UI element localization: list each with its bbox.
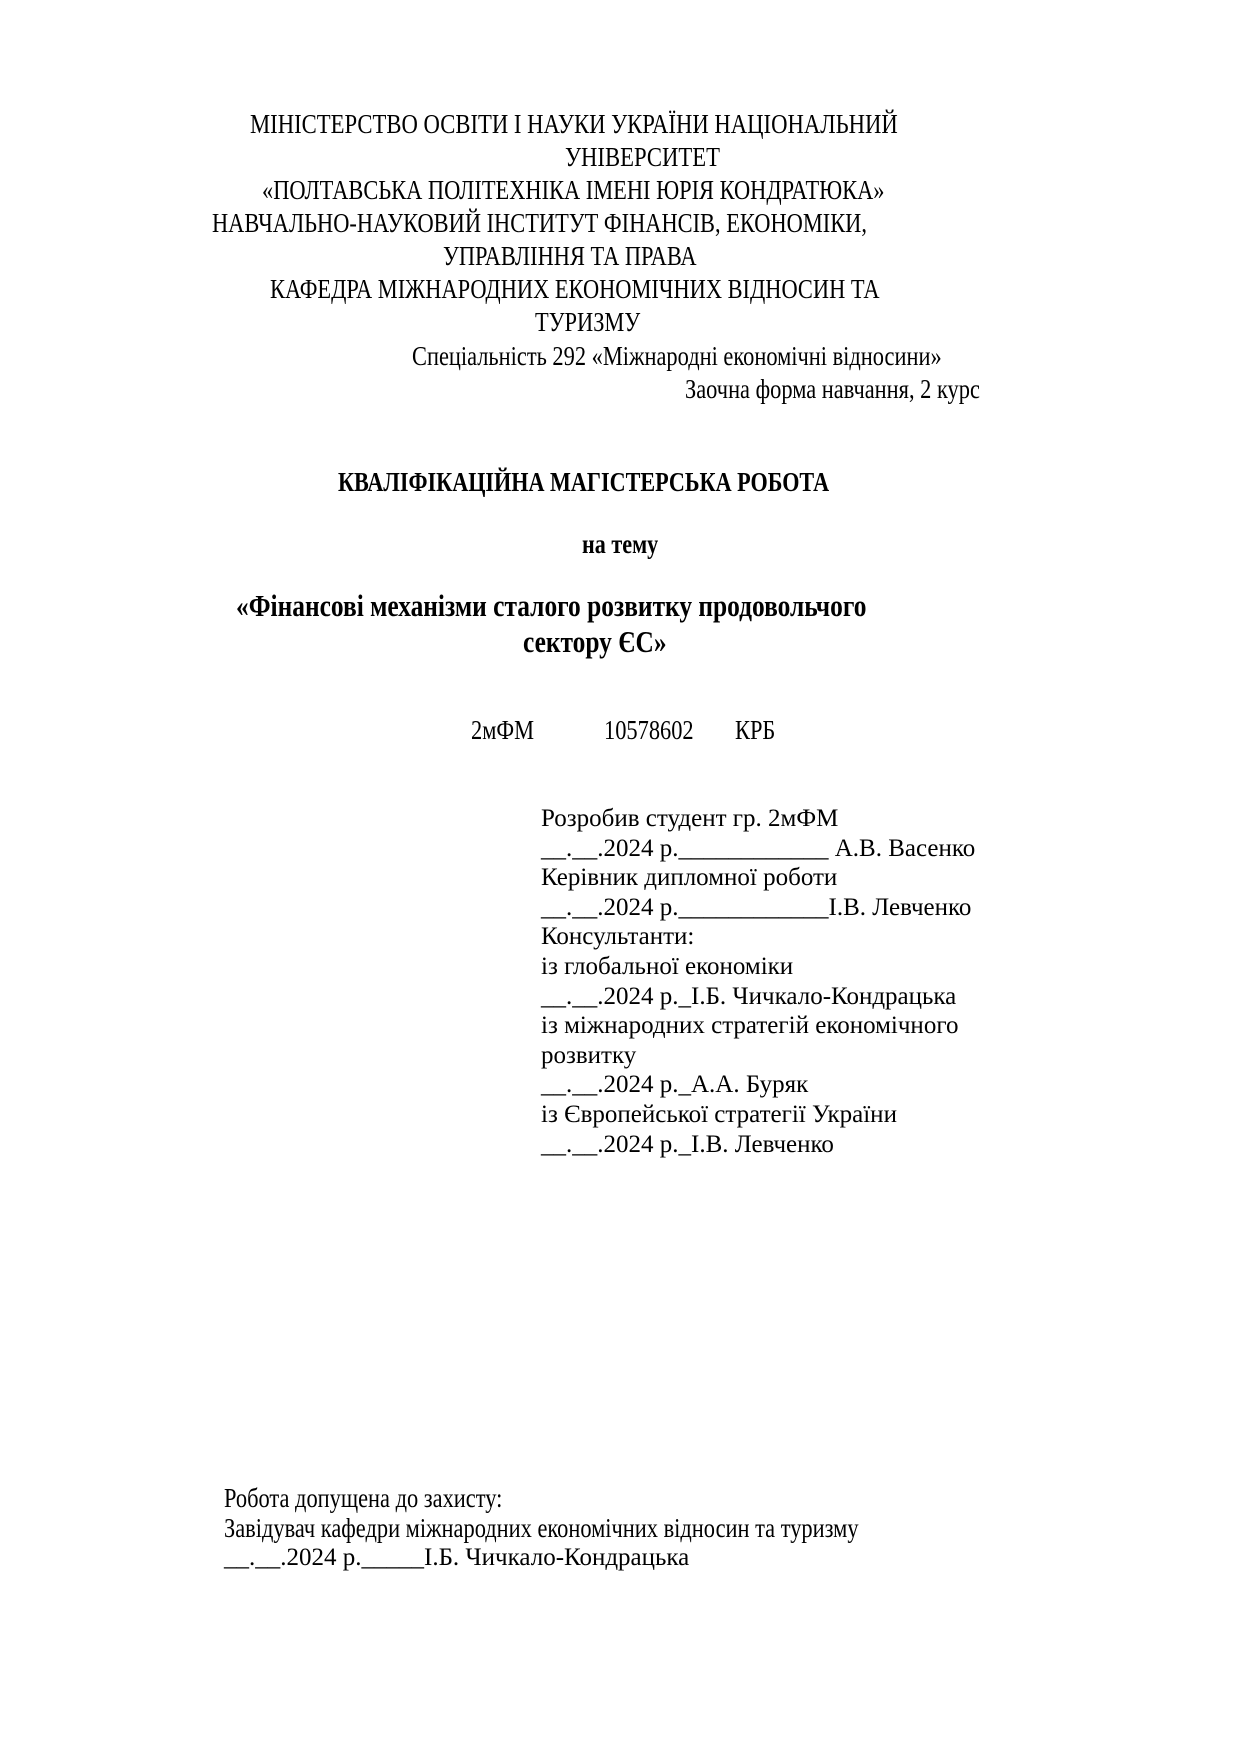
signature-line: __.__.2024 р.____________ А.В. Васенко — [541, 834, 976, 862]
signature-line: __.__.2024 р._І.В. Левченко — [541, 1130, 834, 1158]
signature-line: Консультанти: — [541, 923, 695, 951]
signature-line: із глобальної економіки — [541, 952, 794, 980]
signatures-block — [541, 804, 975, 1159]
university-name-line: «ПОЛТАВСЬКА ПОЛІТЕХНІКА ІМЕНІ ЮРІЯ КОНДРАТЮКА» — [262, 175, 885, 205]
signature-line: із Європейської стратегії України — [541, 1100, 897, 1128]
department-line: КАФЕДРА МІЖНАРОДНИХ ЕКОНОМІЧНИХ ВІДНОСИН ТА — [270, 274, 880, 304]
department-line-2: ТУРИЗМУ — [535, 307, 641, 337]
signature-line: __.__.2024 р._І.Б. Чичкало-Кондрацька — [541, 982, 957, 1010]
signature-line: Розробив студент гр. 2мФМ — [541, 805, 839, 832]
work-code-group: 2мФМ — [471, 715, 535, 745]
signature-line: із міжнародних стратегій економічного — [541, 1012, 959, 1040]
head-of-department-line: Завідувач кафедри міжнародних економічних відносин та туризму — [224, 1513, 859, 1543]
signature-line: Керівник дипломної роботи — [541, 864, 838, 892]
signature-line: __.__.2024 р.____________І.В. Левченко — [541, 893, 972, 921]
work-code-type: КРБ — [735, 715, 776, 745]
signature-line: розвитку — [541, 1041, 637, 1069]
institute-line-2: УПРАВЛІННЯ ТА ПРАВА — [443, 241, 697, 271]
topic-title-line-2: сектору ЄС» — [523, 624, 667, 659]
study-form-line: Заочна форма навчання, 2 курс — [685, 374, 980, 404]
university-line: УНІВЕРСИТЕТ — [565, 142, 720, 172]
specialty-line: Спеціальність 292 «Міжнародні економічні відносини» — [412, 341, 942, 371]
on-topic-label: на тему — [582, 529, 659, 559]
work-code-number: 10578602 — [604, 715, 694, 745]
admission-line: Робота допущена до захисту: — [224, 1483, 503, 1513]
work-type-heading: КВАЛІФІКАЦІЙНА МАГІСТЕРСЬКА РОБОТА — [338, 467, 830, 497]
signature-line: __.__.2024 р._А.А. Буряк — [541, 1071, 809, 1099]
topic-title-line-1: «Фінансові механізми сталого розвитку продовольчого — [236, 588, 867, 623]
admission-signature-line: __.__.2024 р._____І.Б. Чичкало-Кондрацька — [224, 1544, 690, 1571]
institute-line: НАВЧАЛЬНО-НАУКОВИЙ ІНСТИТУТ ФІНАНСІВ, ЕКОНОМІКИ, — [212, 208, 867, 238]
